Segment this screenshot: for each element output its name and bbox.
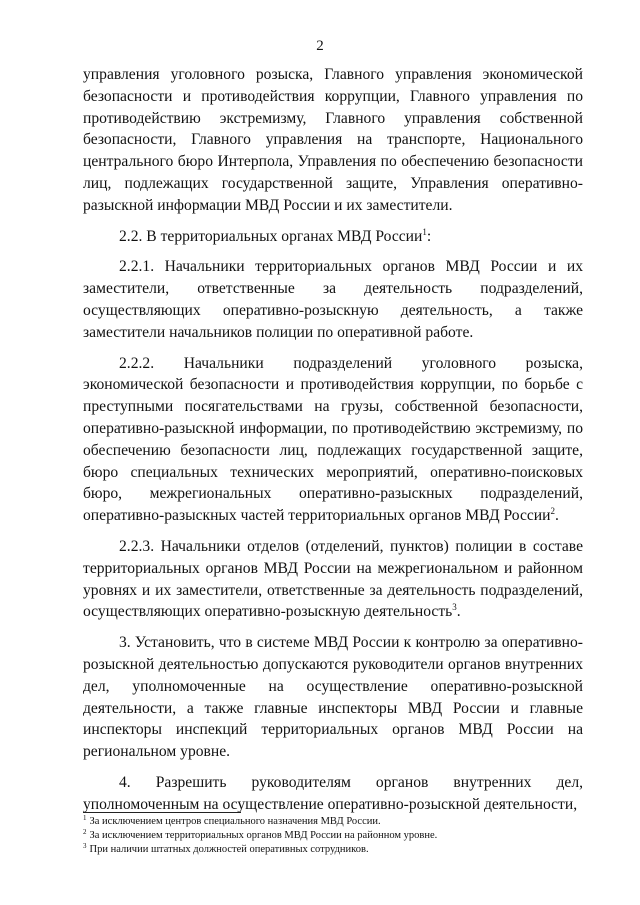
paragraph-2-2: 2.2. В территориальных органах МВД России$^1$: <box>119 226 432 245</box>
document-body <box>83 64 583 825</box>
paragraph-4: 4. Разрешить руководителям органов внутренних дел, уполномоченным на осуществление оперативно-розыскной деятельности, <box>83 773 583 813</box>
paragraph-2-2-2: 2.2.2. Начальники подразделений уголовного розыска, экономической безопасности и противодействия коррупции, по борьбе с преступными посягательствами на грузы, собственной безопасности, оперативно-разыскной информации, по противодействию экстремизму, по обеспечению безопасности лиц, подлежащих государственной защите, бюро специальных технических мероприятий, оперативно-поисковых бюро, межрегиональных оперативно-разыскных подразделений, оперативно-разыскных частей территориальных органов МВД России$^2$. <box>83 354 583 525</box>
footnote-ref-2: 2 <box>550 505 555 516</box>
paragraph-2-2-1: 2.2.1. Начальники территориальных органов МВД России и их заместители, ответственные за деятельность подразделений, осуществляющих оперативно-розыскную деятельность, а также заместители начальников полиции по оперативной работе. <box>83 258 583 341</box>
paragraph-continuation: управления уголовного розыска, Главного управления экономической безопасности и противодействия коррупции, Главного управления по противодействию экстремизму, Главного управления собственной безопасности, Главного управления на транспорте, Национального центрального бюро Интерпола, Управления по обеспечению безопасности лиц, подлежащих государственной защите, Управления оперативно-разыскной информации МВД России и их заместители. <box>83 66 583 214</box>
footnote-ref-3: 3 <box>452 602 457 613</box>
paragraph-3: 3. Установить, что в системе МВД России к контролю за оперативно-розыскной деятельностью допускаются руководители органов внутренних дел, уполномоченные на осуществление оперативно-розыскной деятельности, а также главные инспекторы МВД России и главные инспекторы инспекций территориальных органов МВД России на региональном уровне. <box>83 634 583 761</box>
footnotes <box>83 815 583 857</box>
page-number: 2 <box>316 38 324 54</box>
paragraph-2-2-3: 2.2.3. Начальники отделов (отделений, пунктов) полиции в составе территориальных органов МВД России на межрегиональном и районном уровнях и их заместители, ответственные за деятельность подразделений, осуществляющих оперативно-розыскную деятельность$^3$. <box>83 537 583 621</box>
footnote-2: $^2$ За исключением территориальных органов МВД России на районном уровне. <box>83 827 438 841</box>
footnote-separator <box>83 812 241 813</box>
footnote-1: $^1$ За исключением центров специального назначения МВД России. <box>83 813 381 827</box>
footnote-ref-1: 1 <box>422 226 427 237</box>
footnote-3: $^3$ При наличии штатных должностей оперативных сотрудников. <box>83 841 369 855</box>
